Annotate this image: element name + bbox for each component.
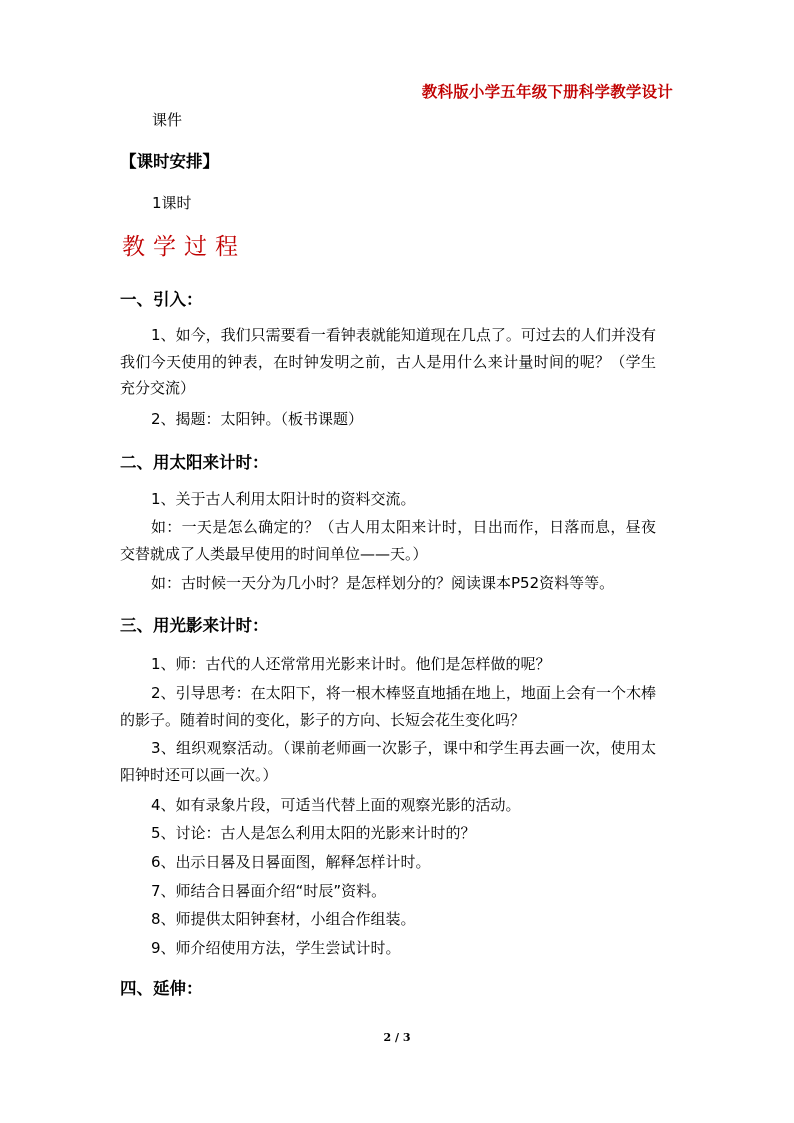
- paragraph: 2、揭题：太阳钟。（板书课题）: [151, 410, 364, 428]
- schedule-value: 1课时: [152, 194, 192, 212]
- paragraph: 7、师结合日晷面介绍“时辰”资料。: [151, 882, 387, 900]
- paragraph: 1、如今，我们只需要看一看钟表就能知道现在几点了。可过去的人们并没有我们今天使用的钟表，在时钟发明之前，古人是用什么来计量时间的呢？（学生充分交流）: [120, 326, 656, 397]
- schedule-heading: 【课时安排】: [120, 152, 219, 171]
- page-number: 2 / 3: [383, 1031, 411, 1044]
- paragraph: 3、组织观察活动。（课前老师画一次影子，课中和学生再去画一次，使用太阳钟时还可以画一次。）: [120, 739, 656, 784]
- paragraph: 9、师介绍使用方法，学生尝试计时。: [151, 939, 401, 957]
- document-header-title: 教科版小学五年级下册科学教学设计: [421, 83, 673, 101]
- paragraph: 4、如有录象片段，可适当代替上面的观察光影的活动。: [151, 796, 521, 814]
- paragraph: 如：一天是怎么确定的？（古人用太阳来计时，日出而作，日落而息，昼夜交替就成了人类最早使用的时间单位——天。）: [120, 518, 656, 563]
- section-heading-shadow-timing: 三、用光影来计时：: [120, 616, 269, 635]
- materials-text: 课件: [152, 111, 183, 129]
- paragraph: 1、关于古人利用太阳计时的资料交流。: [151, 490, 416, 508]
- paragraph: 如：古时候一天分为几小时？是怎样划分的？阅读课本P52资料等等。: [151, 574, 615, 592]
- section-heading-extension: 四、延伸：: [120, 979, 203, 998]
- paragraph: 8、师提供太阳钟套材，小组合作组装。: [151, 910, 416, 928]
- section-heading-sun-timing: 二、用太阳来计时：: [120, 453, 269, 472]
- paragraph: 6、出示日晷及日晷面图，解释怎样计时。: [151, 853, 431, 871]
- section-heading-intro: 一、引入：: [120, 290, 203, 309]
- process-heading: 教学过程: [122, 234, 246, 260]
- paragraph: 5、讨论：古人是怎么利用太阳的光影来计时的？: [151, 824, 476, 842]
- paragraph: 1、师：古代的人还常常用光影来计时。他们是怎样做的呢？: [151, 655, 551, 673]
- paragraph: 2、引导思考：在太阳下，将一根木棒竖直地插在地上，地面上会有一个木棒的影子。随着时间的变化，影子的方向、长短会花生变化吗？: [120, 684, 656, 729]
